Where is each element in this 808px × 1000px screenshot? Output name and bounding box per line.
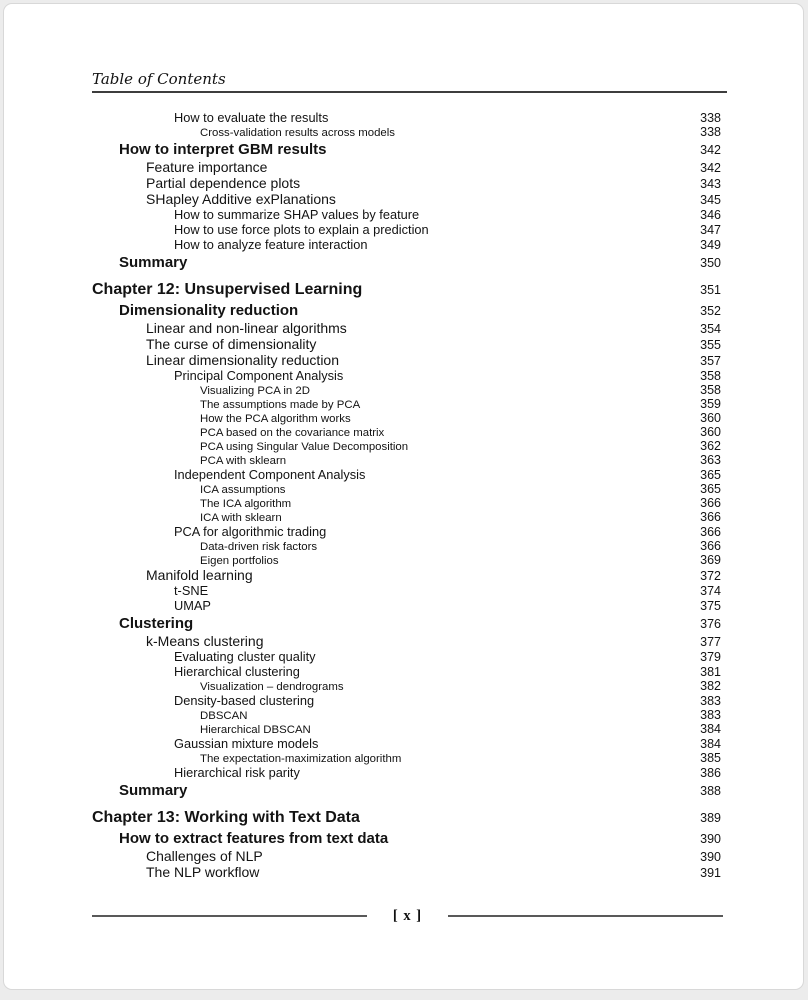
toc-entry — [92, 467, 723, 482]
toc-entry-page: 386 — [700, 766, 721, 780]
toc-entry-page: 383 — [700, 708, 721, 722]
toc-entry-page: 390 — [700, 832, 721, 846]
toc-entry-label: Hierarchical clustering — [174, 664, 300, 679]
footer-rule-right — [448, 915, 723, 917]
toc-entry-label: Evaluating cluster quality — [174, 649, 316, 664]
toc-entry-label: Partial dependence plots — [146, 175, 301, 191]
toc-entry-page: 389 — [700, 811, 721, 825]
toc-entry-label: Data-driven risk factors — [200, 541, 318, 553]
toc-entry-label: How to analyze feature interaction — [174, 237, 368, 252]
toc-entry-label: PCA using Singular Value Decomposition — [200, 441, 409, 453]
toc-entry — [92, 110, 723, 125]
toc-entry-page: 342 — [700, 161, 721, 175]
toc-entry — [92, 598, 723, 613]
header-rule — [92, 91, 727, 93]
toc-entry — [92, 482, 723, 496]
toc-entry-label: SHapley Additive exPlanations — [146, 191, 336, 207]
toc-entry-page: 358 — [700, 369, 721, 383]
toc-entry — [92, 141, 723, 159]
toc-entry-label: Cross-validation results across models — [200, 127, 395, 139]
toc-entry — [92, 425, 723, 439]
toc-entry — [92, 411, 723, 425]
table-of-contents — [92, 110, 723, 880]
toc-entry — [92, 782, 723, 800]
toc-entry-label: Principal Component Analysis — [174, 368, 344, 383]
toc-entry-label: Challenges of NLP — [146, 848, 263, 864]
toc-entry — [92, 722, 723, 736]
toc-entry — [92, 496, 723, 510]
toc-entry-label: ICA assumptions — [200, 484, 286, 496]
toc-entry — [92, 649, 723, 664]
toc-entry-page: 355 — [700, 338, 721, 352]
toc-entry-page: 377 — [700, 635, 721, 649]
toc-entry-page: 365 — [700, 482, 721, 496]
toc-entry-label: Linear dimensionality reduction — [146, 352, 339, 368]
toc-entry-page: 388 — [700, 784, 721, 798]
toc-entry — [92, 736, 723, 751]
toc-entry — [92, 864, 723, 880]
toc-entry — [92, 320, 723, 336]
toc-entry — [92, 708, 723, 722]
toc-entry-label: Clustering — [119, 615, 194, 632]
toc-entry — [92, 302, 723, 320]
toc-entry-label: Feature importance — [146, 159, 268, 175]
toc-entry-label: Summary — [119, 782, 188, 799]
toc-entry — [92, 368, 723, 383]
toc-entry — [92, 830, 723, 848]
toc-entry — [92, 397, 723, 411]
toc-entry-label: PCA with sklearn — [200, 455, 287, 467]
toc-entry-page: 366 — [700, 539, 721, 553]
toc-entry-label: Summary — [119, 254, 188, 271]
toc-entry-page: 357 — [700, 354, 721, 368]
toc-entry — [92, 280, 723, 300]
toc-entry-label: PCA for algorithmic trading — [174, 524, 327, 539]
toc-entry — [92, 615, 723, 633]
toc-entry-page: 343 — [700, 177, 721, 191]
toc-entry-label: How to interpret GBM results — [119, 141, 327, 158]
toc-entry-page: 376 — [700, 617, 721, 631]
toc-entry — [92, 553, 723, 567]
toc-entry-page: 374 — [700, 584, 721, 598]
toc-entry-page: 383 — [700, 694, 721, 708]
toc-entry-page: 391 — [700, 866, 721, 880]
toc-entry — [92, 453, 723, 467]
toc-entry-label: How to summarize SHAP values by feature — [174, 207, 420, 222]
toc-entry-page: 369 — [700, 553, 721, 567]
toc-entry — [92, 237, 723, 252]
toc-entry-page: 382 — [700, 679, 721, 693]
toc-entry-label: The curse of dimensionality — [146, 336, 317, 352]
toc-entry-page: 350 — [700, 256, 721, 270]
toc-entry-page: 363 — [700, 453, 721, 467]
toc-entry-label: The NLP workflow — [146, 864, 260, 880]
toc-entry — [92, 159, 723, 175]
toc-entry — [92, 510, 723, 524]
toc-entry-page: 347 — [700, 223, 721, 237]
toc-entry — [92, 175, 723, 191]
toc-entry-page: 384 — [700, 737, 721, 751]
toc-entry-page: 379 — [700, 650, 721, 664]
toc-entry-label: k-Means clustering — [146, 633, 264, 649]
toc-entry — [92, 848, 723, 864]
toc-entry-label: Density-based clustering — [174, 693, 315, 708]
toc-entry-page: 384 — [700, 722, 721, 736]
toc-entry-page: 366 — [700, 496, 721, 510]
book-page — [3, 3, 804, 990]
page-footer — [92, 907, 723, 925]
toc-entry-page: 360 — [700, 425, 721, 439]
toc-entry — [92, 679, 723, 693]
toc-entry-page: 351 — [700, 283, 721, 297]
toc-entry — [92, 383, 723, 397]
toc-entry-label: Manifold learning — [146, 567, 253, 583]
toc-entry — [92, 751, 723, 765]
toc-entry — [92, 125, 723, 139]
toc-entry-label: Gaussian mixture models — [174, 736, 319, 751]
toc-entry-page: 349 — [700, 238, 721, 252]
toc-entry-label: Chapter 13: Working with Text Data — [92, 809, 360, 826]
toc-entry — [92, 222, 723, 237]
toc-entry-label: Independent Component Analysis — [174, 467, 366, 482]
toc-entry — [92, 352, 723, 368]
toc-entry — [92, 693, 723, 708]
toc-entry-page: 381 — [700, 665, 721, 679]
toc-entry — [92, 254, 723, 272]
toc-entry-page: 390 — [700, 850, 721, 864]
toc-entry-label: Eigen portfolios — [200, 555, 279, 567]
toc-entry-label: DBSCAN — [200, 710, 248, 722]
toc-entry-page: 375 — [700, 599, 721, 613]
toc-entry — [92, 524, 723, 539]
toc-entry — [92, 567, 723, 583]
toc-entry-label: t-SNE — [174, 583, 209, 598]
toc-entry-label: Visualization – dendrograms — [200, 681, 344, 693]
page-number: [ x ] — [392, 907, 423, 924]
toc-entry — [92, 191, 723, 207]
toc-entry-page: 358 — [700, 383, 721, 397]
toc-entry-label: UMAP — [174, 598, 211, 613]
toc-entry-label: The expectation-maximization algorithm — [200, 753, 402, 765]
toc-entry-label: Linear and non-linear algorithms — [146, 320, 347, 336]
toc-entry-page: 359 — [700, 397, 721, 411]
toc-entry-label: Chapter 12: Unsupervised Learning — [92, 281, 363, 298]
toc-entry — [92, 207, 723, 222]
toc-entry-page: 365 — [700, 468, 721, 482]
toc-entry — [92, 765, 723, 780]
toc-entry-label: PCA based on the covariance matrix — [200, 427, 385, 439]
footer-rule-left — [92, 915, 367, 917]
toc-entry-page: 366 — [700, 510, 721, 524]
toc-entry-page: 345 — [700, 193, 721, 207]
toc-entry-label: Hierarchical DBSCAN — [200, 724, 311, 736]
toc-entry-label: The ICA algorithm — [200, 498, 292, 510]
toc-entry-label: Dimensionality reduction — [119, 302, 299, 319]
toc-entry-label: How to extract features from text data — [119, 830, 389, 847]
toc-entry-page: 366 — [700, 525, 721, 539]
toc-entry-label: How to evaluate the results — [174, 110, 329, 125]
toc-entry-page: 362 — [700, 439, 721, 453]
toc-entry-page: 385 — [700, 751, 721, 765]
toc-entry-label: ICA with sklearn — [200, 512, 282, 524]
toc-entry-page: 342 — [700, 143, 721, 157]
toc-entry — [92, 539, 723, 553]
page-header-title: Table of Contents — [92, 70, 226, 88]
toc-entry-page: 338 — [700, 125, 721, 139]
toc-entry-page: 352 — [700, 304, 721, 318]
toc-entry-page: 354 — [700, 322, 721, 336]
toc-entry-label: The assumptions made by PCA — [200, 399, 361, 411]
toc-entry — [92, 336, 723, 352]
toc-entry-label: Hierarchical risk parity — [174, 765, 300, 780]
toc-entry — [92, 808, 723, 828]
toc-entry — [92, 664, 723, 679]
toc-entry-page: 372 — [700, 569, 721, 583]
toc-entry-label: How the PCA algorithm works — [200, 413, 351, 425]
toc-entry — [92, 583, 723, 598]
toc-entry-label: Visualizing PCA in 2D — [200, 385, 310, 397]
toc-entry-page: 338 — [700, 111, 721, 125]
toc-entry-label: How to use force plots to explain a prediction — [174, 222, 429, 237]
toc-entry — [92, 633, 723, 649]
toc-entry — [92, 439, 723, 453]
toc-entry-page: 346 — [700, 208, 721, 222]
toc-entry-page: 360 — [700, 411, 721, 425]
